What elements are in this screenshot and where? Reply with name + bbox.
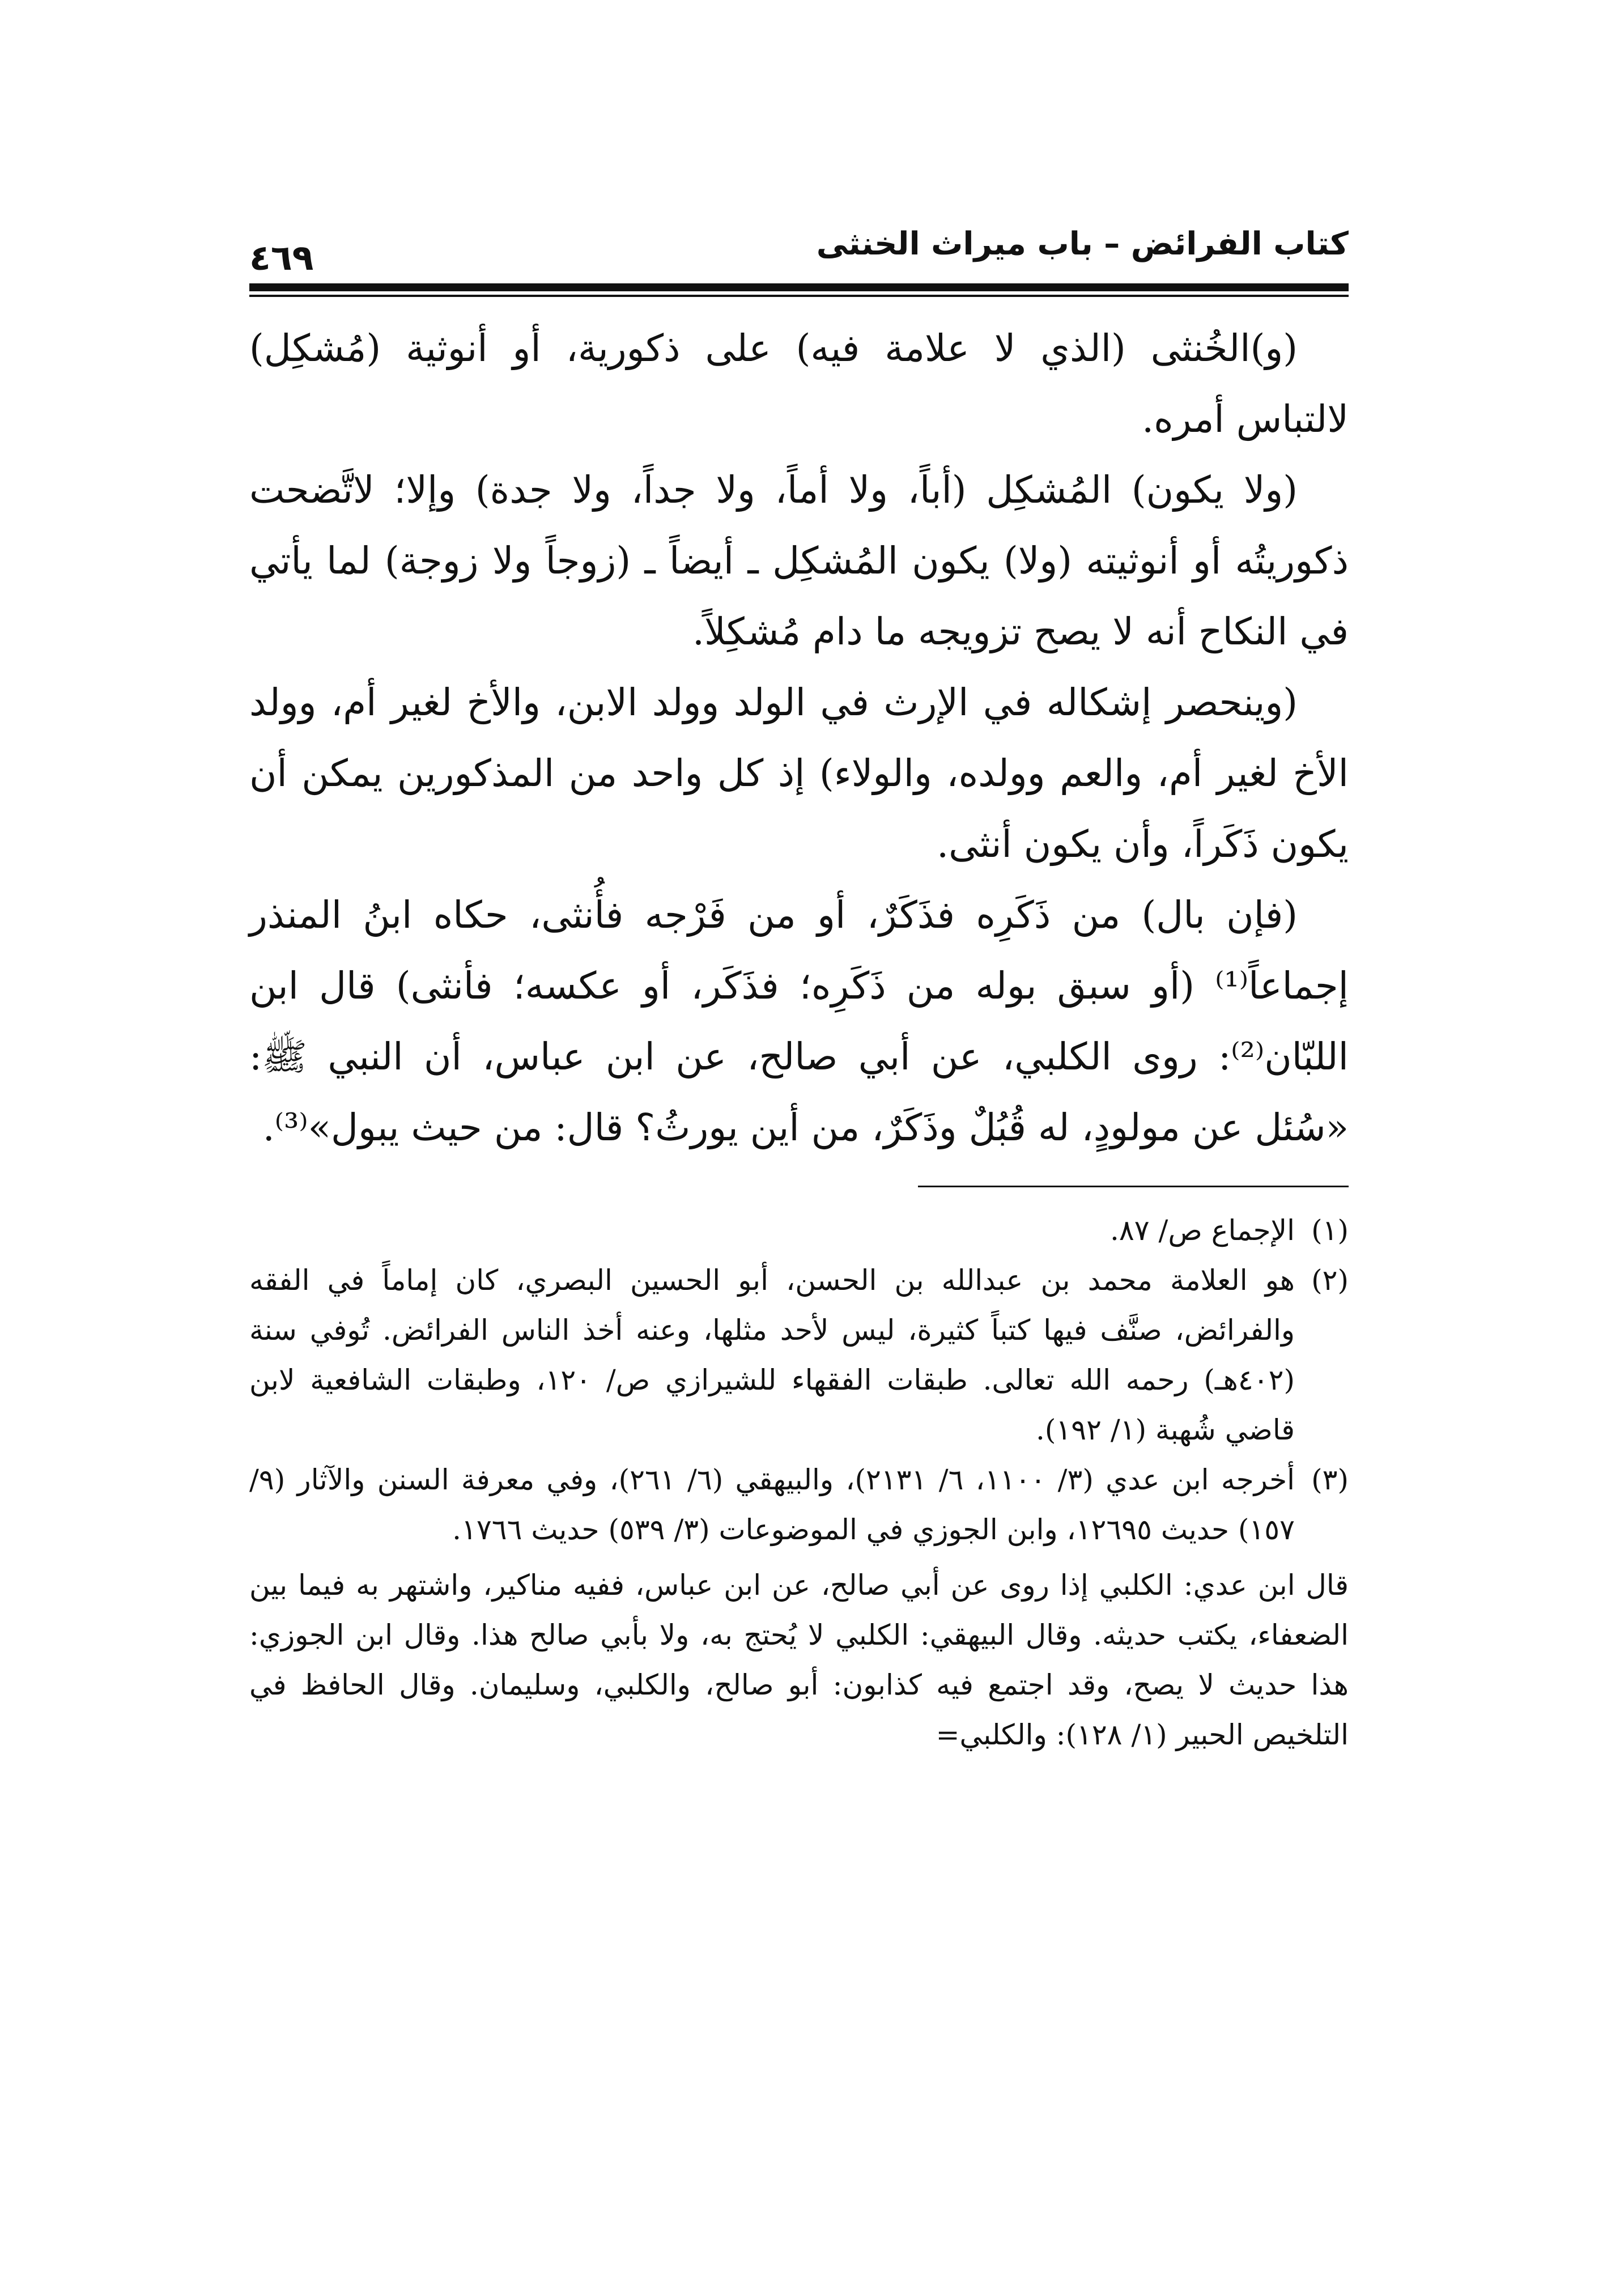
footnote — [249, 1255, 1349, 1455]
header-rule-thin — [249, 295, 1349, 297]
footnote — [249, 1205, 1349, 1255]
footnote-text: هو العلامة محمد بن عبدالله بن الحسن، أبو الحسين البصري، كان إماماً في الفقه والفرائض، صنَّف فيها كتباً كثيرة، ليس لأحد مثلها، وعنه أخذ الناس الفرائض. تُوفي سنة (٤٠٢هـ) رحمه الله تعالى. طبقات الفقهاء للشيرازي ص/ ١٢٠، وطبقات الشافعية لابن قاضي شُهبة (١/ ١٩٢). — [249, 1264, 1295, 1446]
footnotes — [249, 1205, 1349, 1760]
main-text — [249, 313, 1349, 1163]
page-number: ٤٦٩ — [249, 237, 314, 278]
book-page — [249, 221, 1349, 1760]
header-rule-thick — [249, 283, 1349, 291]
footnote-text: الإجماع ص/ ٨٧. — [1110, 1214, 1295, 1247]
footnote-separator — [918, 1186, 1349, 1187]
paragraph: (فإن بال) من ذَكَرِه فذَكَرٌ، أو من فَرْجه فأُنثى، حكاه ابنُ المنذر إجماعاً⁽¹⁾ (أو سبق بوله من ذَكَرِه؛ فذَكَر، أو عكسه؛ فأنثى) قال ابن اللبّان⁽²⁾: روى الكلبي، عن أبي صالح، عن ابن عباس، أن النبي ﷺ: «سُئل عن مولودٍ، له قُبُلٌ وذَكَرٌ، من أين يورثُ؟ قال: من حيث يبول»⁽³⁾. — [249, 893, 1349, 1149]
chapter-title: كتاب الفرائض – باب ميراث الخنثى — [816, 226, 1349, 262]
footnote-text: أخرجه ابن عدي (٣/ ١١٠٠، ٦/ ٢١٣١)، والبيهقي (٦/ ٢٦١)، وفي معرفة السنن والآثار (٩/ ١٥٧) حديث ١٢٦٩٥، وابن الجوزي في الموضوعات (٣/ ٥٣٩) حديث ١٧٦٦. — [249, 1463, 1295, 1546]
paragraph: (ولا يكون) المُشكِل (أباً، ولا أماً، ولا جداً، ولا جدة) وإلا؛ لاتَّضحت ذكوريتُه أو أنوثيته (ولا) يكون المُشكِل ـ أيضاً ـ (زوجاً ولا زوجة) لما يأتي في النكاح أنه لا يصح تزويجه ما دام مُشكِلاً. — [249, 468, 1349, 653]
footnote — [249, 1455, 1349, 1555]
paragraph: (وينحصر إشكاله في الإرث في الولد وولد الابن، والأخ لغير أم، وولد الأخ لغير أم، والعم وولده، والولاء) إذ كل واحد من المذكورين يمكن أن يكون ذَكَراً، وأن يكون أنثى. — [249, 681, 1349, 866]
footnote-continuation: قال ابن عدي: الكلبي إذا روى عن أبي صالح، عن ابن عباس، ففيه مناكير، واشتهر به فيما بين الضعفاء، يكتب حديثه. وقال البيهقي: الكلبي لا يُحتج به، ولا بأبي صالح هذا. وقال ابن الجوزي: هذا حديث لا يصح، وقد اجتمع فيه كذابون: أبو صالح، والكلبي، وسليمان. وقال الحافظ في التلخيص الحبير (١/ ١٢٨): والكلبي= — [249, 1569, 1349, 1751]
paragraph: (و)الخُنثى (الذي لا علامة فيه) على ذكورية، أو أنوثية (مُشكِل) لالتباس أمره. — [249, 326, 1349, 441]
footnote-number: (٣) — [1311, 1463, 1349, 1496]
running-header — [249, 221, 1349, 283]
footnote-number: (١) — [1311, 1214, 1349, 1247]
footnote-number: (٢) — [1311, 1264, 1349, 1297]
